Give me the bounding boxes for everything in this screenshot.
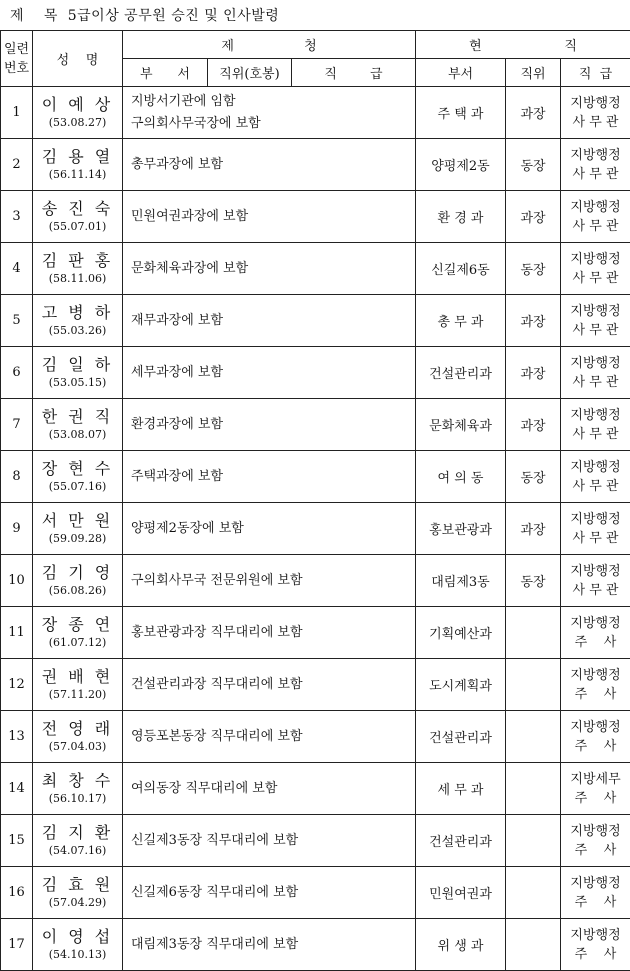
grade-line-2: 주 사 xyxy=(574,738,617,754)
birth-date: (59.09.28) xyxy=(48,531,107,545)
new-appointment xyxy=(123,815,416,867)
new-appointment xyxy=(123,555,416,607)
person-name: 김 판 홍 xyxy=(41,250,114,270)
current-position xyxy=(506,815,561,867)
serial-number: 11 xyxy=(1,607,33,659)
appointment-line: 세무과장에 보함 xyxy=(131,364,224,380)
appointment-line: 구의회사무국장에 보함 xyxy=(131,115,261,131)
person-name: 김 용 열 xyxy=(41,146,114,166)
birth-date: (57.04.29) xyxy=(48,895,107,909)
grade-line-2: 사 무 관 xyxy=(572,166,619,182)
current-dept: 양평제2동 xyxy=(416,139,506,191)
birth-date: (56.10.17) xyxy=(48,791,107,805)
current-grade xyxy=(561,815,630,867)
current-grade xyxy=(561,711,630,763)
new-appointment xyxy=(123,87,416,139)
grade-line-1: 지방행정 xyxy=(570,95,621,111)
person-name: 장 현 수 xyxy=(41,458,114,478)
person-name: 서 만 원 xyxy=(41,510,114,530)
current-position xyxy=(506,659,561,711)
header-cur-grade: 직 급 xyxy=(561,59,630,87)
appointment-line: 신길제3동장 직무대리에 보함 xyxy=(131,832,299,848)
current-dept: 기획예산과 xyxy=(416,607,506,659)
current-dept: 도시계획과 xyxy=(416,659,506,711)
current-position: 동장 xyxy=(506,555,561,607)
current-grade xyxy=(561,503,630,555)
grade-line-1: 지방행정 xyxy=(570,563,621,579)
new-appointment xyxy=(123,295,416,347)
birth-date: (54.10.13) xyxy=(48,947,107,961)
current-position xyxy=(506,867,561,919)
current-dept: 신길제6동 xyxy=(416,243,506,295)
serial-number: 17 xyxy=(1,919,33,971)
current-grade xyxy=(561,919,630,971)
serial-number: 8 xyxy=(1,451,33,503)
personnel-table xyxy=(0,30,630,971)
grade-line-2: 사 무 관 xyxy=(572,582,619,598)
appointment-line: 지방서기관에 임함 xyxy=(131,93,236,109)
table-row xyxy=(1,867,630,919)
current-position: 과장 xyxy=(506,295,561,347)
grade-line-1: 지방행정 xyxy=(570,511,621,527)
serial-number: 13 xyxy=(1,711,33,763)
name-cell xyxy=(33,347,123,399)
birth-date: (55.07.16) xyxy=(48,479,107,493)
current-position: 과장 xyxy=(506,503,561,555)
appointment-line: 환경과장에 보함 xyxy=(131,416,224,432)
appointment-line: 신길제6동장 직무대리에 보함 xyxy=(131,884,299,900)
person-name: 김 효 원 xyxy=(41,874,114,894)
appointment-line: 문화체육과장에 보함 xyxy=(131,260,249,276)
new-appointment xyxy=(123,191,416,243)
person-name: 이 영 섭 xyxy=(41,926,114,946)
person-name: 김 일 하 xyxy=(41,354,114,374)
current-grade xyxy=(561,87,630,139)
current-position: 동장 xyxy=(506,139,561,191)
table-row xyxy=(1,555,630,607)
serial-number: 1 xyxy=(1,87,33,139)
name-cell xyxy=(33,659,123,711)
table-row xyxy=(1,711,630,763)
appointment-line: 재무과장에 보함 xyxy=(131,312,224,328)
current-position: 과장 xyxy=(506,347,561,399)
grade-line-1: 지방행정 xyxy=(570,199,621,215)
table-row xyxy=(1,919,630,971)
serial-number: 9 xyxy=(1,503,33,555)
current-grade xyxy=(561,763,630,815)
name-cell xyxy=(33,711,123,763)
serial-number: 10 xyxy=(1,555,33,607)
name-cell xyxy=(33,503,123,555)
name-cell xyxy=(33,399,123,451)
name-cell xyxy=(33,451,123,503)
name-cell xyxy=(33,191,123,243)
serial-number: 2 xyxy=(1,139,33,191)
appointment-line: 홍보관광과장 직무대리에 보함 xyxy=(131,624,303,640)
header-serial: 일련 번호 xyxy=(1,31,33,87)
birth-date: (58.11.06) xyxy=(48,271,107,285)
name-cell xyxy=(33,919,123,971)
grade-line-2: 사 무 관 xyxy=(572,530,619,546)
birth-date: (53.08.27) xyxy=(48,115,107,129)
current-dept: 환 경 과 xyxy=(416,191,506,243)
table-row xyxy=(1,607,630,659)
grade-line-2: 사 무 관 xyxy=(572,426,619,442)
current-grade xyxy=(561,399,630,451)
current-position xyxy=(506,763,561,815)
header-cur-dept: 부서 xyxy=(416,59,506,87)
current-position: 동장 xyxy=(506,243,561,295)
current-dept: 민원여권과 xyxy=(416,867,506,919)
current-position: 과장 xyxy=(506,191,561,243)
person-name: 장 종 연 xyxy=(41,614,114,634)
name-cell xyxy=(33,867,123,919)
header-new-position: 제 청 xyxy=(123,31,416,59)
grade-line-1: 지방행정 xyxy=(570,147,621,163)
birth-date: (55.03.26) xyxy=(48,323,107,337)
serial-number: 5 xyxy=(1,295,33,347)
current-position: 과장 xyxy=(506,87,561,139)
person-name: 김 기 영 xyxy=(41,562,114,582)
current-grade xyxy=(561,295,630,347)
serial-number: 12 xyxy=(1,659,33,711)
grade-line-1: 지방세무 xyxy=(570,771,621,787)
grade-line-1: 지방행정 xyxy=(570,407,621,423)
table-row xyxy=(1,451,630,503)
person-name: 최 창 수 xyxy=(41,770,114,790)
person-name: 이 예 상 xyxy=(41,94,114,114)
birth-date: (56.11.14) xyxy=(48,167,107,181)
grade-line-1: 지방행정 xyxy=(570,459,621,475)
new-appointment xyxy=(123,607,416,659)
grade-line-1: 지방행정 xyxy=(570,303,621,319)
new-appointment xyxy=(123,399,416,451)
appointment-line: 주택과장에 보함 xyxy=(131,468,224,484)
grade-line-1: 지방행정 xyxy=(570,355,621,371)
table-row xyxy=(1,87,630,139)
current-position xyxy=(506,711,561,763)
name-cell xyxy=(33,815,123,867)
name-cell xyxy=(33,243,123,295)
new-appointment xyxy=(123,347,416,399)
grade-line-2: 사 무 관 xyxy=(572,478,619,494)
current-grade xyxy=(561,555,630,607)
name-cell xyxy=(33,555,123,607)
person-name: 전 영 래 xyxy=(41,718,114,738)
appointment-line: 민원여권과장에 보함 xyxy=(131,208,249,224)
current-dept: 대림제3동 xyxy=(416,555,506,607)
current-dept: 건설관리과 xyxy=(416,711,506,763)
new-appointment xyxy=(123,919,416,971)
table-row xyxy=(1,191,630,243)
new-appointment xyxy=(123,763,416,815)
person-name: 한 권 직 xyxy=(41,406,114,426)
current-grade xyxy=(561,243,630,295)
grade-line-2: 주 사 xyxy=(574,634,617,650)
appointment-line: 여의동장 직무대리에 보함 xyxy=(131,780,278,796)
grade-line-2: 주 사 xyxy=(574,842,617,858)
grade-line-1: 지방행정 xyxy=(570,615,621,631)
header-name: 성 명 xyxy=(33,31,123,87)
serial-number: 7 xyxy=(1,399,33,451)
new-appointment xyxy=(123,867,416,919)
current-grade xyxy=(561,191,630,243)
grade-line-1: 지방행정 xyxy=(570,927,621,943)
header-cur-pos: 직위 xyxy=(506,59,561,87)
birth-date: (54.07.16) xyxy=(48,843,107,857)
name-cell xyxy=(33,295,123,347)
grade-line-2: 사 무 관 xyxy=(572,374,619,390)
name-cell xyxy=(33,139,123,191)
appointment-line: 대림제3동장 직무대리에 보함 xyxy=(131,936,299,952)
appointment-line: 총무과장에 보함 xyxy=(131,156,224,172)
current-grade xyxy=(561,659,630,711)
current-dept: 여 의 동 xyxy=(416,451,506,503)
name-cell xyxy=(33,763,123,815)
birth-date: (57.04.03) xyxy=(48,739,107,753)
current-dept: 건설관리과 xyxy=(416,815,506,867)
grade-line-2: 주 사 xyxy=(574,686,617,702)
current-position xyxy=(506,607,561,659)
grade-line-2: 사 무 관 xyxy=(572,270,619,286)
appointment-line: 영등포본동장 직무대리에 보함 xyxy=(131,728,303,744)
grade-line-2: 사 무 관 xyxy=(572,322,619,338)
grade-line-2: 주 사 xyxy=(574,946,617,962)
grade-line-2: 사 무 관 xyxy=(572,218,619,234)
birth-date: (61.07.12) xyxy=(48,635,107,649)
serial-number: 16 xyxy=(1,867,33,919)
table-row xyxy=(1,503,630,555)
person-name: 권 배 현 xyxy=(41,666,114,686)
grade-line-1: 지방행정 xyxy=(570,251,621,267)
current-dept: 위 생 과 xyxy=(416,919,506,971)
current-grade xyxy=(561,607,630,659)
person-name: 김 지 환 xyxy=(41,822,114,842)
new-appointment xyxy=(123,503,416,555)
current-position: 과장 xyxy=(506,399,561,451)
new-appointment xyxy=(123,659,416,711)
current-dept: 총 무 과 xyxy=(416,295,506,347)
current-position xyxy=(506,919,561,971)
table-row xyxy=(1,815,630,867)
grade-line-1: 지방행정 xyxy=(570,667,621,683)
current-dept: 건설관리과 xyxy=(416,347,506,399)
grade-line-2: 주 사 xyxy=(574,894,617,910)
person-name: 송 진 숙 xyxy=(41,198,114,218)
table-row xyxy=(1,139,630,191)
table-row xyxy=(1,347,630,399)
header-current-position: 현 직 xyxy=(416,31,630,59)
new-appointment xyxy=(123,451,416,503)
serial-number: 6 xyxy=(1,347,33,399)
current-dept: 문화체육과 xyxy=(416,399,506,451)
birth-date: (57.11.20) xyxy=(48,687,107,701)
birth-date: (53.05.15) xyxy=(48,375,107,389)
birth-date: (55.07.01) xyxy=(48,219,107,233)
table-row xyxy=(1,399,630,451)
new-appointment xyxy=(123,243,416,295)
grade-line-1: 지방행정 xyxy=(570,823,621,839)
current-position: 동장 xyxy=(506,451,561,503)
person-name: 고 병 하 xyxy=(41,302,114,322)
appointment-line: 건설관리과장 직무대리에 보함 xyxy=(131,676,303,692)
appointment-line: 양평제2동장에 보함 xyxy=(131,520,244,536)
serial-number: 15 xyxy=(1,815,33,867)
grade-line-2: 사 무 관 xyxy=(572,114,619,130)
header-new-dept: 부 서 xyxy=(123,59,208,87)
serial-number: 3 xyxy=(1,191,33,243)
table-row xyxy=(1,763,630,815)
table-row xyxy=(1,659,630,711)
document-title: 제 목 5급이상 공무원 승진 및 인사발령 xyxy=(10,8,280,24)
name-cell xyxy=(33,607,123,659)
current-dept: 세 무 과 xyxy=(416,763,506,815)
new-appointment xyxy=(123,139,416,191)
name-cell xyxy=(33,87,123,139)
grade-line-2: 주 사 xyxy=(574,790,617,806)
current-grade xyxy=(561,139,630,191)
new-appointment xyxy=(123,711,416,763)
header-new-rank: 직위(호봉) xyxy=(208,59,292,87)
table-row xyxy=(1,243,630,295)
header-new-grade: 직 급 xyxy=(292,59,416,87)
serial-number: 14 xyxy=(1,763,33,815)
current-grade xyxy=(561,451,630,503)
table-row xyxy=(1,295,630,347)
current-dept: 주 택 과 xyxy=(416,87,506,139)
serial-number: 4 xyxy=(1,243,33,295)
birth-date: (56.08.26) xyxy=(48,583,107,597)
grade-line-1: 지방행정 xyxy=(570,719,621,735)
appointment-line: 구의회사무국 전문위원에 보함 xyxy=(131,572,303,588)
birth-date: (53.08.07) xyxy=(48,427,107,441)
grade-line-1: 지방행정 xyxy=(570,875,621,891)
current-dept: 홍보관광과 xyxy=(416,503,506,555)
current-grade xyxy=(561,347,630,399)
current-grade xyxy=(561,867,630,919)
